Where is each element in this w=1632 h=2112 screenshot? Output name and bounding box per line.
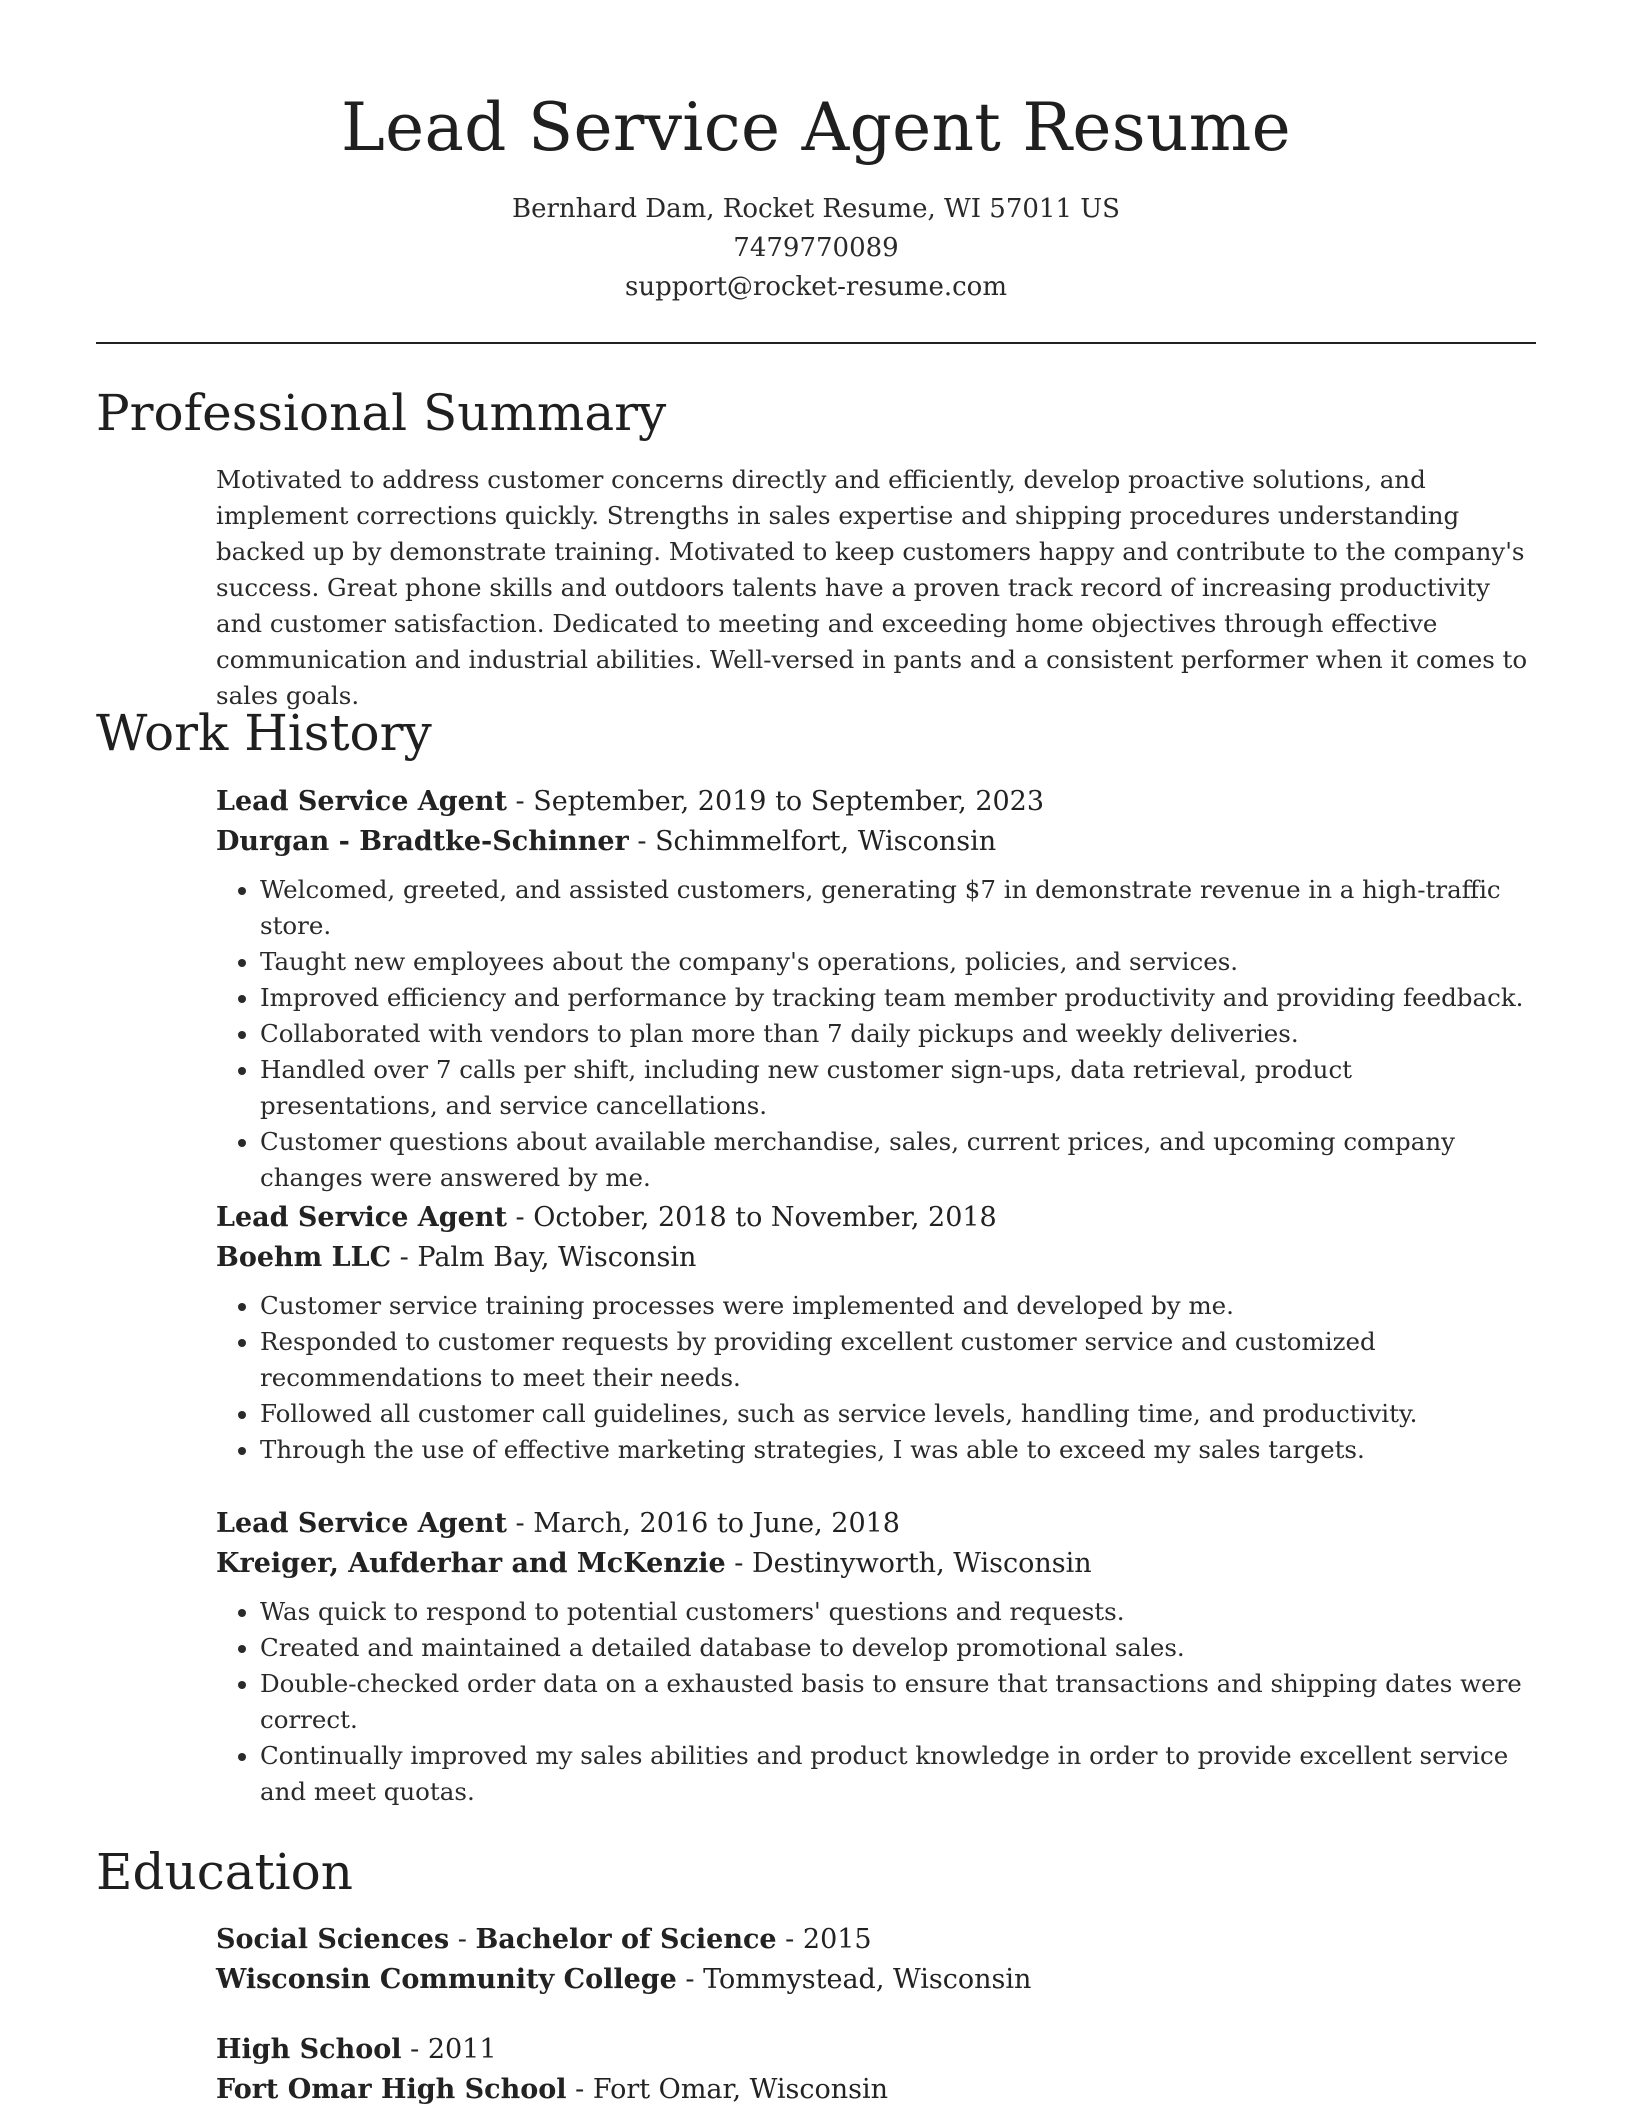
job-company-line — [216, 1238, 1536, 1278]
summary-text: Motivated to address customer concerns directly and efficiently, develop proactive solutions, and implement corrections quickly. Strengths in sales expertise and shipping procedures understanding backed up by demonstrate training. Motivated to keep customers happy and contribute to the company's success. Great phone skills and outdoors talents have a proven track record of increasing productivity and customer satisfaction. Dedicated to meeting and exceeding home objectives through effective communication and industrial abilities. Well-versed in pants and a consistent performer when it comes to sales goals. — [216, 465, 1528, 710]
contact-info — [0, 190, 1632, 307]
education-school: Fort Omar High School — [216, 2074, 567, 2105]
job-role: Lead Service Agent — [216, 786, 507, 817]
job-company-line — [216, 822, 1536, 862]
job-company-line — [216, 1544, 1536, 1584]
education-degree: High School — [216, 2034, 402, 2065]
bullet-item: • Continually improved my sales abilities and product knowledge in order to provide excellent service and meet quotas. — [260, 1738, 1536, 1810]
job-dates: September, 2019 to September, 2023 — [533, 786, 1045, 817]
education-entry — [216, 2030, 1536, 2110]
separator: - — [391, 1242, 418, 1273]
separator: - — [506, 1202, 534, 1233]
job-company: Boehm LLC — [216, 1242, 392, 1273]
job-entry — [216, 782, 1536, 1196]
bullet-item: • Collaborated with vendors to plan more than 7 daily pickups and weekly deliveries. — [260, 1016, 1536, 1052]
job-bullets — [216, 1594, 1536, 1810]
education-location: Fort Omar, Wisconsin — [592, 2074, 889, 2105]
education-field: Social Sciences — [216, 1924, 450, 1955]
separator: - — [725, 1548, 752, 1579]
job-location: Palm Bay, Wisconsin — [417, 1242, 697, 1273]
education-school: Wisconsin Community College — [216, 1964, 677, 1995]
bullet-item: • Improved efficiency and performance by tracking team member productivity and providing feedback. — [260, 980, 1536, 1016]
job-company: Kreiger, Aufderhar and McKenzie — [216, 1548, 726, 1579]
job-title-line — [216, 1198, 1536, 1238]
education-degree-line — [216, 1920, 1536, 1960]
work-history-heading: Work History — [96, 704, 432, 762]
job-dates: March, 2016 to June, 2018 — [533, 1508, 900, 1539]
separator: - — [676, 1964, 704, 1995]
job-bullets — [216, 872, 1536, 1196]
bullet-item: • Taught new employees about the company's operations, policies, and services. — [260, 944, 1536, 980]
contact-phone: 7479770089 — [733, 233, 899, 263]
separator: - — [449, 1924, 476, 1955]
education-year: 2015 — [802, 1924, 872, 1955]
summary-section — [216, 462, 1536, 714]
bullet-item: • Was quick to respond to potential customers' questions and requests. — [260, 1594, 1536, 1630]
education-heading: Education — [96, 1843, 353, 1901]
education-degree: Bachelor of Science — [475, 1924, 777, 1955]
bullet-item: • Handled over 7 calls per shift, including new customer sign-ups, data retrieval, product presentations, and service cancellations. — [260, 1052, 1536, 1124]
bullet-item: • Customer questions about available merchandise, sales, current prices, and upcoming company changes were answered by me. — [260, 1124, 1536, 1196]
job-bullets — [216, 1288, 1536, 1468]
education-school-line — [216, 1960, 1536, 2000]
job-entry — [216, 1504, 1536, 1810]
separator: - — [628, 826, 656, 857]
job-role: Lead Service Agent — [216, 1508, 507, 1539]
education-entry — [216, 1920, 1536, 2000]
resume-header — [0, 0, 1632, 307]
bullet-item: • Welcomed, greeted, and assisted customers, generating $7 in demonstrate revenue in a high-traffic store. — [260, 872, 1536, 944]
contact-email: support@rocket-resume.com — [624, 272, 1007, 302]
bullet-item: • Created and maintained a detailed database to develop promotional sales. — [260, 1630, 1536, 1666]
bullet-item: • Through the use of effective marketing strategies, I was able to exceed my sales targets. — [260, 1432, 1536, 1468]
education-degree-line — [216, 2030, 1536, 2070]
education-school-line — [216, 2070, 1536, 2110]
separator: - — [566, 2074, 593, 2105]
bullet-item: • Responded to customer requests by providing excellent customer service and customized recommendations to meet their needs. — [260, 1324, 1536, 1396]
separator: - — [776, 1924, 803, 1955]
bullet-item: • Customer service training processes were implemented and developed by me. — [260, 1288, 1536, 1324]
summary-heading: Professional Summary — [96, 384, 667, 442]
separator: - — [401, 2034, 428, 2065]
job-location: Schimmelfort, Wisconsin — [655, 826, 997, 857]
header-divider — [96, 342, 1536, 344]
resume-title: Lead Service Agent Resume — [341, 89, 1291, 166]
job-title-line — [216, 1504, 1536, 1544]
education-location: Tommystead, Wisconsin — [703, 1964, 1032, 1995]
job-dates: October, 2018 to November, 2018 — [533, 1202, 997, 1233]
job-entry — [216, 1198, 1536, 1468]
job-location: Destinyworth, Wisconsin — [751, 1548, 1092, 1579]
contact-address: Bernhard Dam, Rocket Resume, WI 57011 US — [511, 194, 1120, 224]
job-title-line — [216, 782, 1536, 822]
education-year: 2011 — [427, 2034, 497, 2065]
bullet-item: • Double-checked order data on a exhausted basis to ensure that transactions and shipping dates were correct. — [260, 1666, 1536, 1738]
separator: - — [506, 786, 534, 817]
job-company: Durgan - Bradtke-Schinner — [216, 826, 629, 857]
separator: - — [506, 1508, 534, 1539]
bullet-item: • Followed all customer call guidelines, such as service levels, handling time, and productivity. — [260, 1396, 1536, 1432]
job-role: Lead Service Agent — [216, 1202, 507, 1233]
